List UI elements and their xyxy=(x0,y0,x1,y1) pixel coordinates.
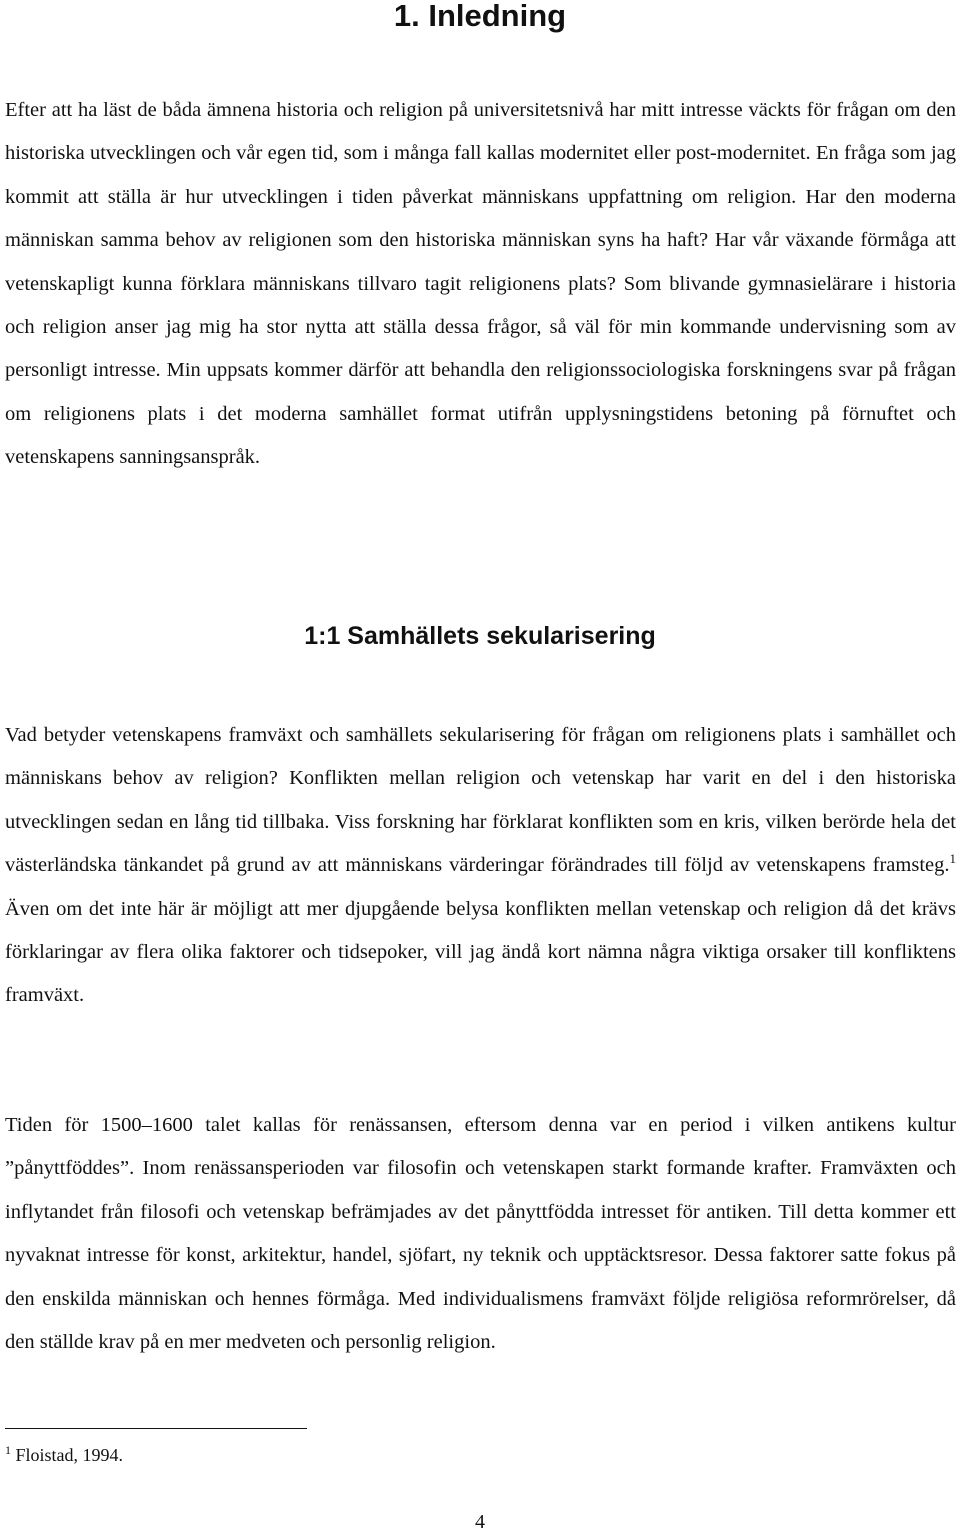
section-heading: 1:1 Samhällets sekularisering xyxy=(304,622,656,650)
paragraph-text-continued: Även om det inte här är möjligt att mer djupgående belysa konflikten mellan vetenskap och religion då det krävs förklaringar av flera olika faktorer och tidsepoker, vill jag ändå kort nämna några viktiga orsaker till konfliktens framväxt. xyxy=(5,897,956,1007)
footnote xyxy=(5,1438,123,1472)
renaissance-paragraph: Tiden för 1500–1600 talet kallas för renässansen, eftersom denna var en period i vilken antikens kultur ”pånyttföddes”. Inom renässansperioden var filosofin och vetenskapen starkt formande krafter. Framväxten och inflytandet från filosofi och vetenskap befrämjades av det pånyttfödda intresset för antiken. Till detta kommer ett nyvaknat intresse för konst, arkitektur, handel, sjöfart, ny teknik och upptäcktsresor. Dessa faktorer satte fokus på den enskilda människan och hennes förmåga. Med individualismens framväxt följde religiösa reformrörelser, då den ställde krav på en mer medveten och personlig religion. xyxy=(5,1114,956,1354)
secularization-paragraph xyxy=(5,714,956,1018)
chapter-heading: 1. Inledning xyxy=(393,0,567,33)
footnote-marker: 1 xyxy=(5,1443,11,1457)
footnote-reference[interactable]: 1 xyxy=(949,851,956,867)
intro-paragraph: Efter att ha läst de båda ämnena historia och religion på universitetsnivå har mitt intresse väckts för frågan om den historiska utvecklingen och vår egen tid, som i många fall kallas modernitet eller post-modernitet. En fråga som jag kommit att ställa är hur utvecklingen i tiden påverkat människans uppfattning om religion. Har den moderna människan samma behov av religionen som den historiska människan syns ha haft? Har vår växande förmåga att vetenskapligt kunna förklara människans tillvaro tagit religionens plats? Som blivande gymnasielärare i historia och religion anser jag mig ha stor nytta att ställa dessa frågor, så väl för min kommande undervisning som av personligt intresse. Min uppsats kommer därför att behandla den religionssociologiska forskningens svar på frågan om religionens plats i det moderna samhället format utifrån upplysningstidens betoning på förnuftet och vetenskapens sanningsanspråk. xyxy=(5,99,956,469)
paragraph-text: Vad betyder vetenskapens framväxt och samhällets sekularisering för frågan om religionens plats i samhället och människans behov av religion? Konflikten mellan religion och vetenskap har varit en del i den historiska utvecklingen sedan en lång tid tillbaka. Viss forskning har förklarat konflikten som en kris, vilken berörde hela det västerländska tänkandet på grund av att människans värderingar förändrades till följd av vetenskapens framsteg. xyxy=(5,724,956,877)
page-number: 4 xyxy=(475,1511,485,1533)
footnote-separator xyxy=(5,1428,307,1429)
footnote-text: Floistad, 1994. xyxy=(11,1445,124,1465)
